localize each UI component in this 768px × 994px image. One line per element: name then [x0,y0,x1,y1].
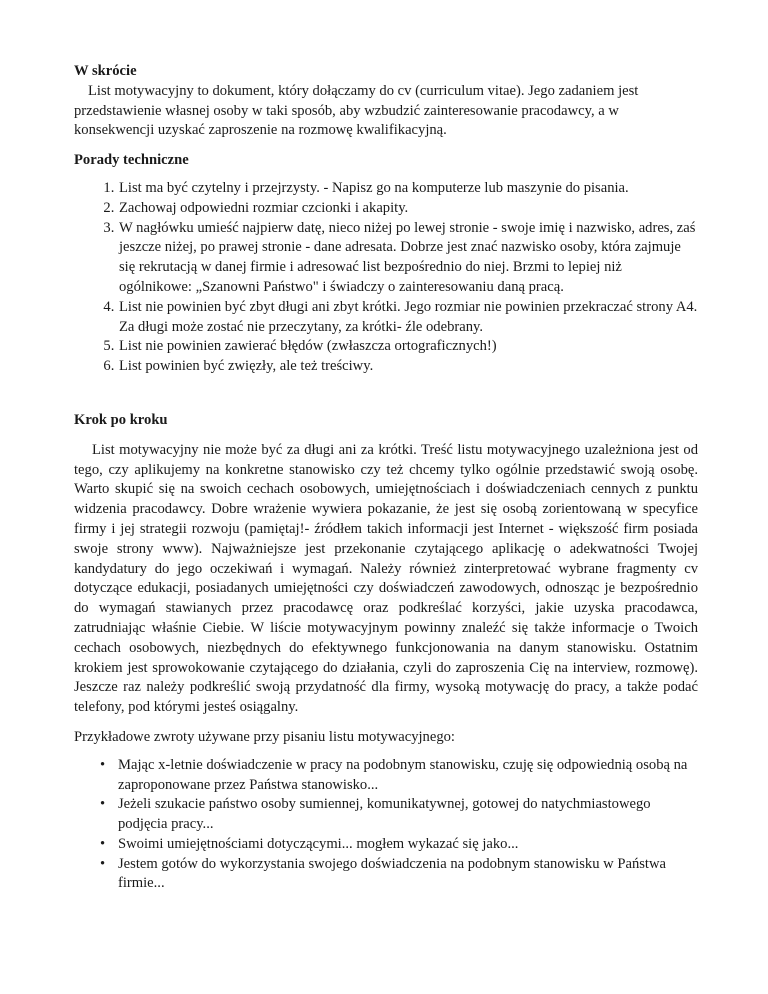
steps-heading: Krok po kroku [74,411,168,428]
list-item [74,855,698,895]
bullet-icon: • [100,756,106,773]
list-item [74,795,698,835]
phrase-text: Jestem gotów do wykorzystania swojego doświadczenia na podobnym stanowisku w Państwa firmie... [118,855,666,892]
technical-tips-list [74,179,698,377]
phrases-list [74,756,698,895]
phrase-text: Swoimi umiejętnościami dotyczącymi... mogłem wykazać się jako... [118,835,519,852]
list-item [74,756,698,796]
bullet-icon: • [100,855,106,872]
summary-heading: W skrócie [74,63,137,79]
list-item: 4. List nie powinien być zbyt długi ani zbyt krótki. Jego rozmiar nie powinien przekraczać strony A4. Za długi może zostać nie przeczytany, za krótki- źle odebrany. [118,298,698,338]
document-page [74,62,698,894]
bullet-icon: • [100,796,106,813]
list-item [74,835,698,855]
list-item: 2. Zachowaj odpowiedni rozmiar czcionki i akapity. [118,199,698,219]
list-item: 5. List nie powinien zawierać błędów (zwłaszcza ortograficznych!) [118,337,698,357]
summary-paragraph: List motywacyjny to dokument, który dołączamy do cv (curriculum vitae). Jego zadaniem jest przedstawienie własnej osoby w taki sposób, aby wzbudzić zainteresowanie pracodawcy, a w konsekwencji uzyskać zaproszenie na rozmowę kwalifikacyjną. [74,82,639,139]
list-item: 3. W nagłówku umieść najpierw datę, nieco niżej po lewej stronie - swoje imię i nazwisko, adres, zaś jeszcze niżej, po prawej stronie - dane adresata. Dobrze jest znać nazwisko osoby, która zajmuje się rekrutacją w danej firmie i adresować list bezpośrednio do niej. Brzmi to lepiej niż ogólnikowe: „Szanowni Państwo" i świadczy o zainteresowaniu daną pracą. [118,219,698,298]
list-item: 1. List ma być czytelny i przejrzysty. - Napisz go na komputerze lub maszynie do pisania. [118,179,698,199]
list-item: 6. List powinien być zwięzły, ale też treściwy. [118,357,698,377]
phrase-text: Mając x-letnie doświadczenie w pracy na podobnym stanowisku, czuję się odpowiednią osobą na zaproponowane przez Państwa stanowisko... [118,756,688,793]
steps-paragraph: List motywacyjny nie może być za długi ani za krótki. Treść listu motywacyjnego uzależniona jest od tego, czy aplikujemy na konkretne stanowisko czy też chcemy tylko ogólnie przedstawić swoją osobę. Warto skupić się na swoich cechach osobowych, umiejętnościach i doświadczeniach cennych z punktu widzenia pracodawcy. Dobre wrażenie wywiera pokazanie, że jest się osobą zorientowaną w specyfice firmy i jej strategii rozwoju (pamiętaj!- źródłem takich informacji jest Internet - większość firm posiada swoje strony www). Najważniejsze jest przekonanie czytającego aplikację o adekwatności Twojej kandydatury do jego oczekiwań i wymagań. Należy również zinterpretować wybrane fragmenty cv dotyczące edukacji, posiadanych umiejętności czy doświadczeń zawodowych, odnosząc je bezpośrednio do wymagań stawianych przez pracodawcę oraz podkreślać korzyści, jakie uzyska pracodawca, zatrudniając właśnie Ciebie. W liście motywacyjnym powinny znaleźć się także informacje o Twoich cechach osobowych, niezbędnych do efektywnego funkcjonowania na danym stanowisku. Ostatnim krokiem jest sprowokowanie czytającego do działania, czyli do zaproszenia Cię na interview, rozmowę). Jeszcze raz należy podkreślić swoją przydatność dla firmy, wysoką motywację do pracy, a także podać telefony, pod którymi jesteś osiągalny. [74,441,698,716]
phrases-label: Przykładowe zwroty używane przy pisaniu listu motywacyjnego: [74,728,455,745]
phrase-text: Jeżeli szukacie państwo osoby sumiennej, komunikatywnej, gotowej do natychmiastowego podjęcia pracy... [118,796,651,833]
bullet-icon: • [100,835,106,852]
technical-heading: Porady techniczne [74,152,189,169]
